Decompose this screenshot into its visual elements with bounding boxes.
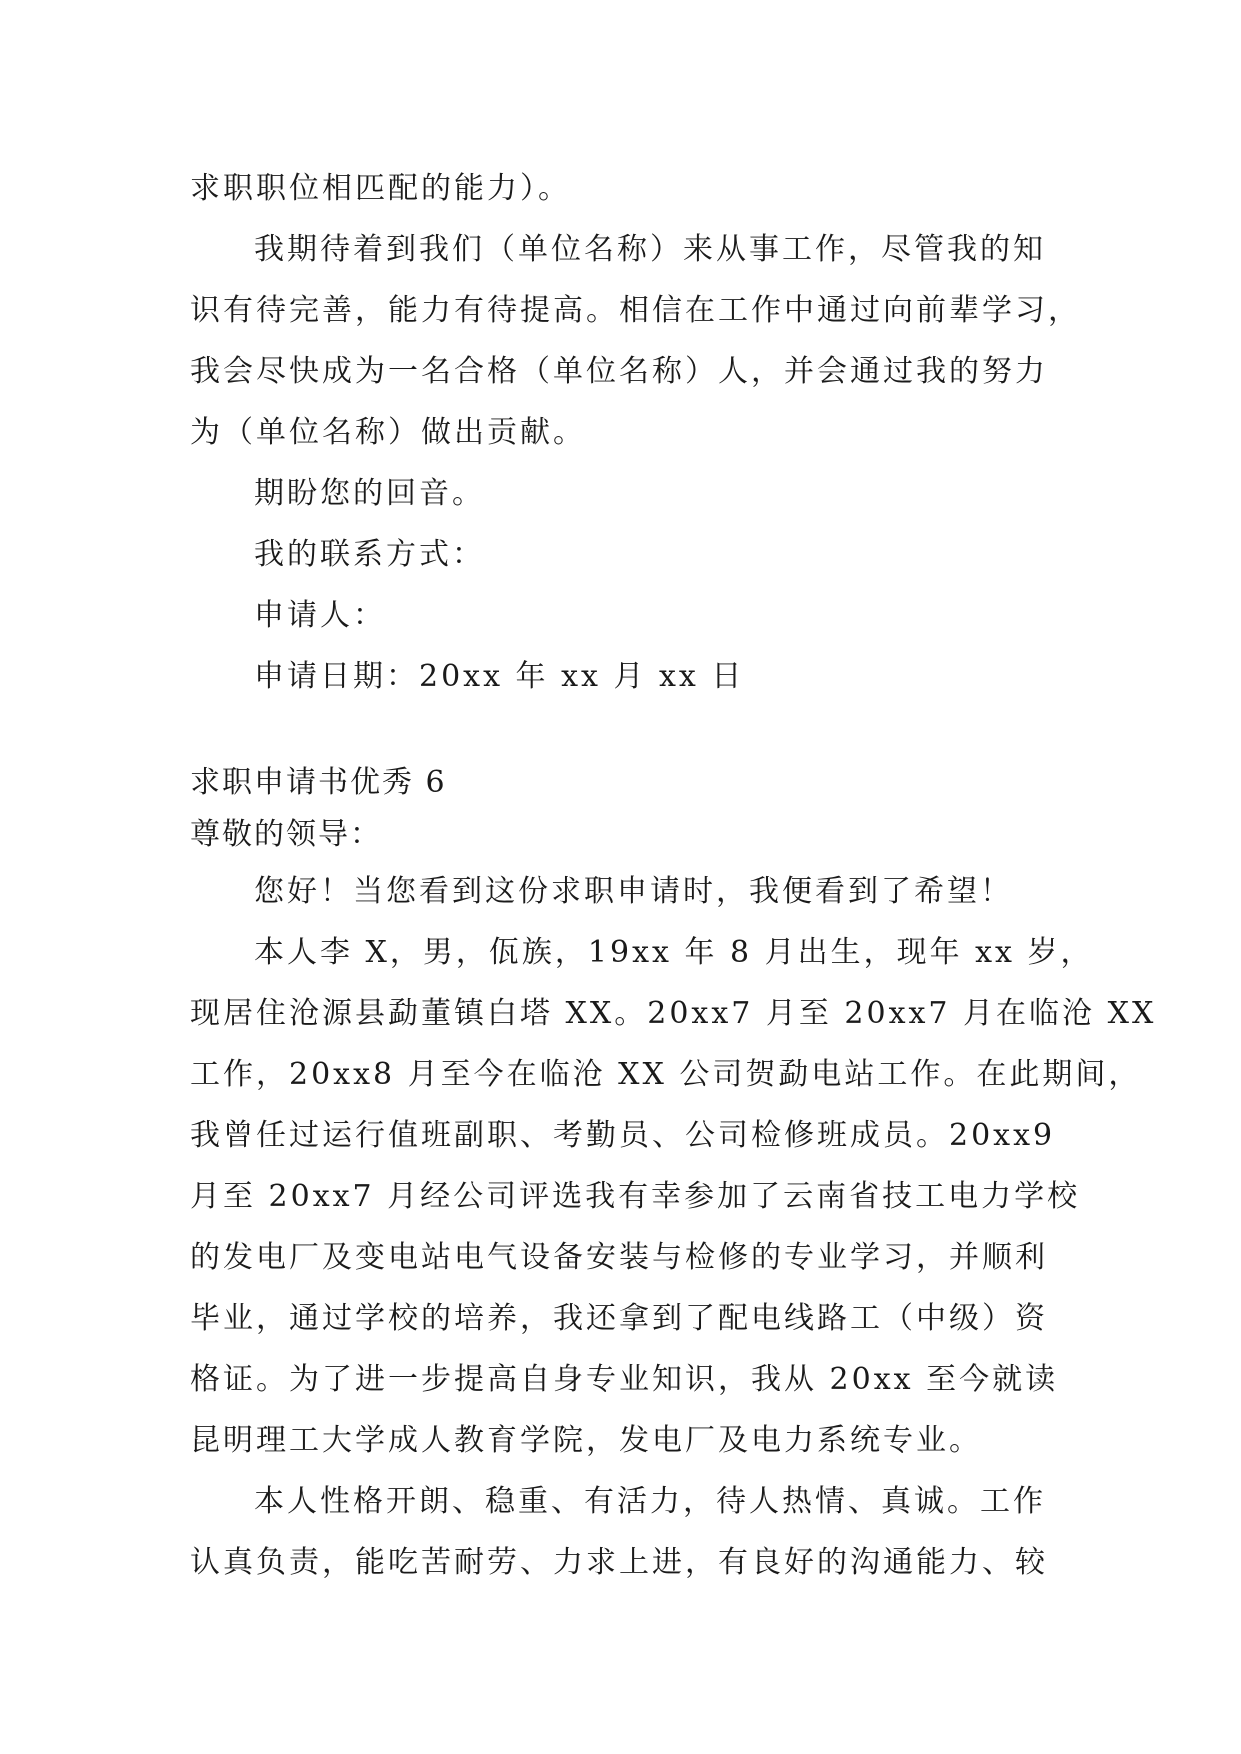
section-gap [190,707,1050,757]
paragraph-line: 我曾任过运行值班副职、考勤员、公司检修班成员。20xx9 [190,1118,1056,1153]
paragraph-line: 本人李 X，男，佤族，19xx 年 8 月出生，现年 xx 岁， [254,935,1094,970]
paragraph-line: 月至 20xx7 月经公司评选我有幸参加了云南省技工电力学校 [190,1179,1081,1214]
date-line: 申请日期：20xx 年 xx 月 xx 日 [254,659,745,694]
paragraph-line: 我期待着到我们（单位名称）来从事工作，尽管我的知 [254,232,1046,267]
paragraph-background [190,922,1157,1471]
closing-line: 期盼您的回音。 [254,476,485,511]
applicant-line: 申请人： [254,598,386,633]
paragraph-expectation [190,219,1081,463]
paragraph-line: 工作，20xx8 月至今在临沧 XX 公司贺勐电站工作。在此期间， [190,1057,1142,1092]
section-title: 求职申请书优秀 6 [190,765,447,800]
paragraph-line: 的发电厂及变电站电气设备安装与检修的专业学习，并顺利 [190,1240,1048,1275]
continued-line: 求职职位相匹配的能力）。 [190,171,571,206]
paragraph-line: 识有待完善，能力有待提高。相信在工作中通过向前辈学习， [190,293,1081,328]
document-body [190,158,1157,1593]
contact-line: 我的联系方式： [254,537,485,572]
paragraph-line: 格证。为了进一步提高自身专业知识，我从 20xx 至今就读 [190,1362,1059,1397]
paragraph-line: 本人性格开朗、稳重、有活力，待人热情、真诚。工作 [254,1484,1046,1519]
paragraph-line: 现居住沧源县勐董镇白塔 XX。20xx7 月至 20xx7 月在临沧 XX [190,996,1157,1031]
greeting-line: 您好！当您看到这份求职申请时，我便看到了希望！ [254,874,1013,909]
paragraph-line: 认真负责，能吃苦耐劳、力求上进，有良好的沟通能力、较 [190,1545,1048,1580]
paragraph-line: 我会尽快成为一名合格（单位名称）人，并会通过我的努力 [190,354,1048,389]
salutation: 尊敬的领导： [190,817,382,852]
paragraph-line: 为（单位名称）做出贡献。 [190,415,586,450]
paragraph-line: 昆明理工大学成人教育学院，发电厂及电力系统专业。 [190,1423,982,1458]
paragraph-line: 毕业，通过学校的培养，我还拿到了配电线路工（中级）资 [190,1301,1048,1336]
paragraph-personality [190,1471,1050,1593]
